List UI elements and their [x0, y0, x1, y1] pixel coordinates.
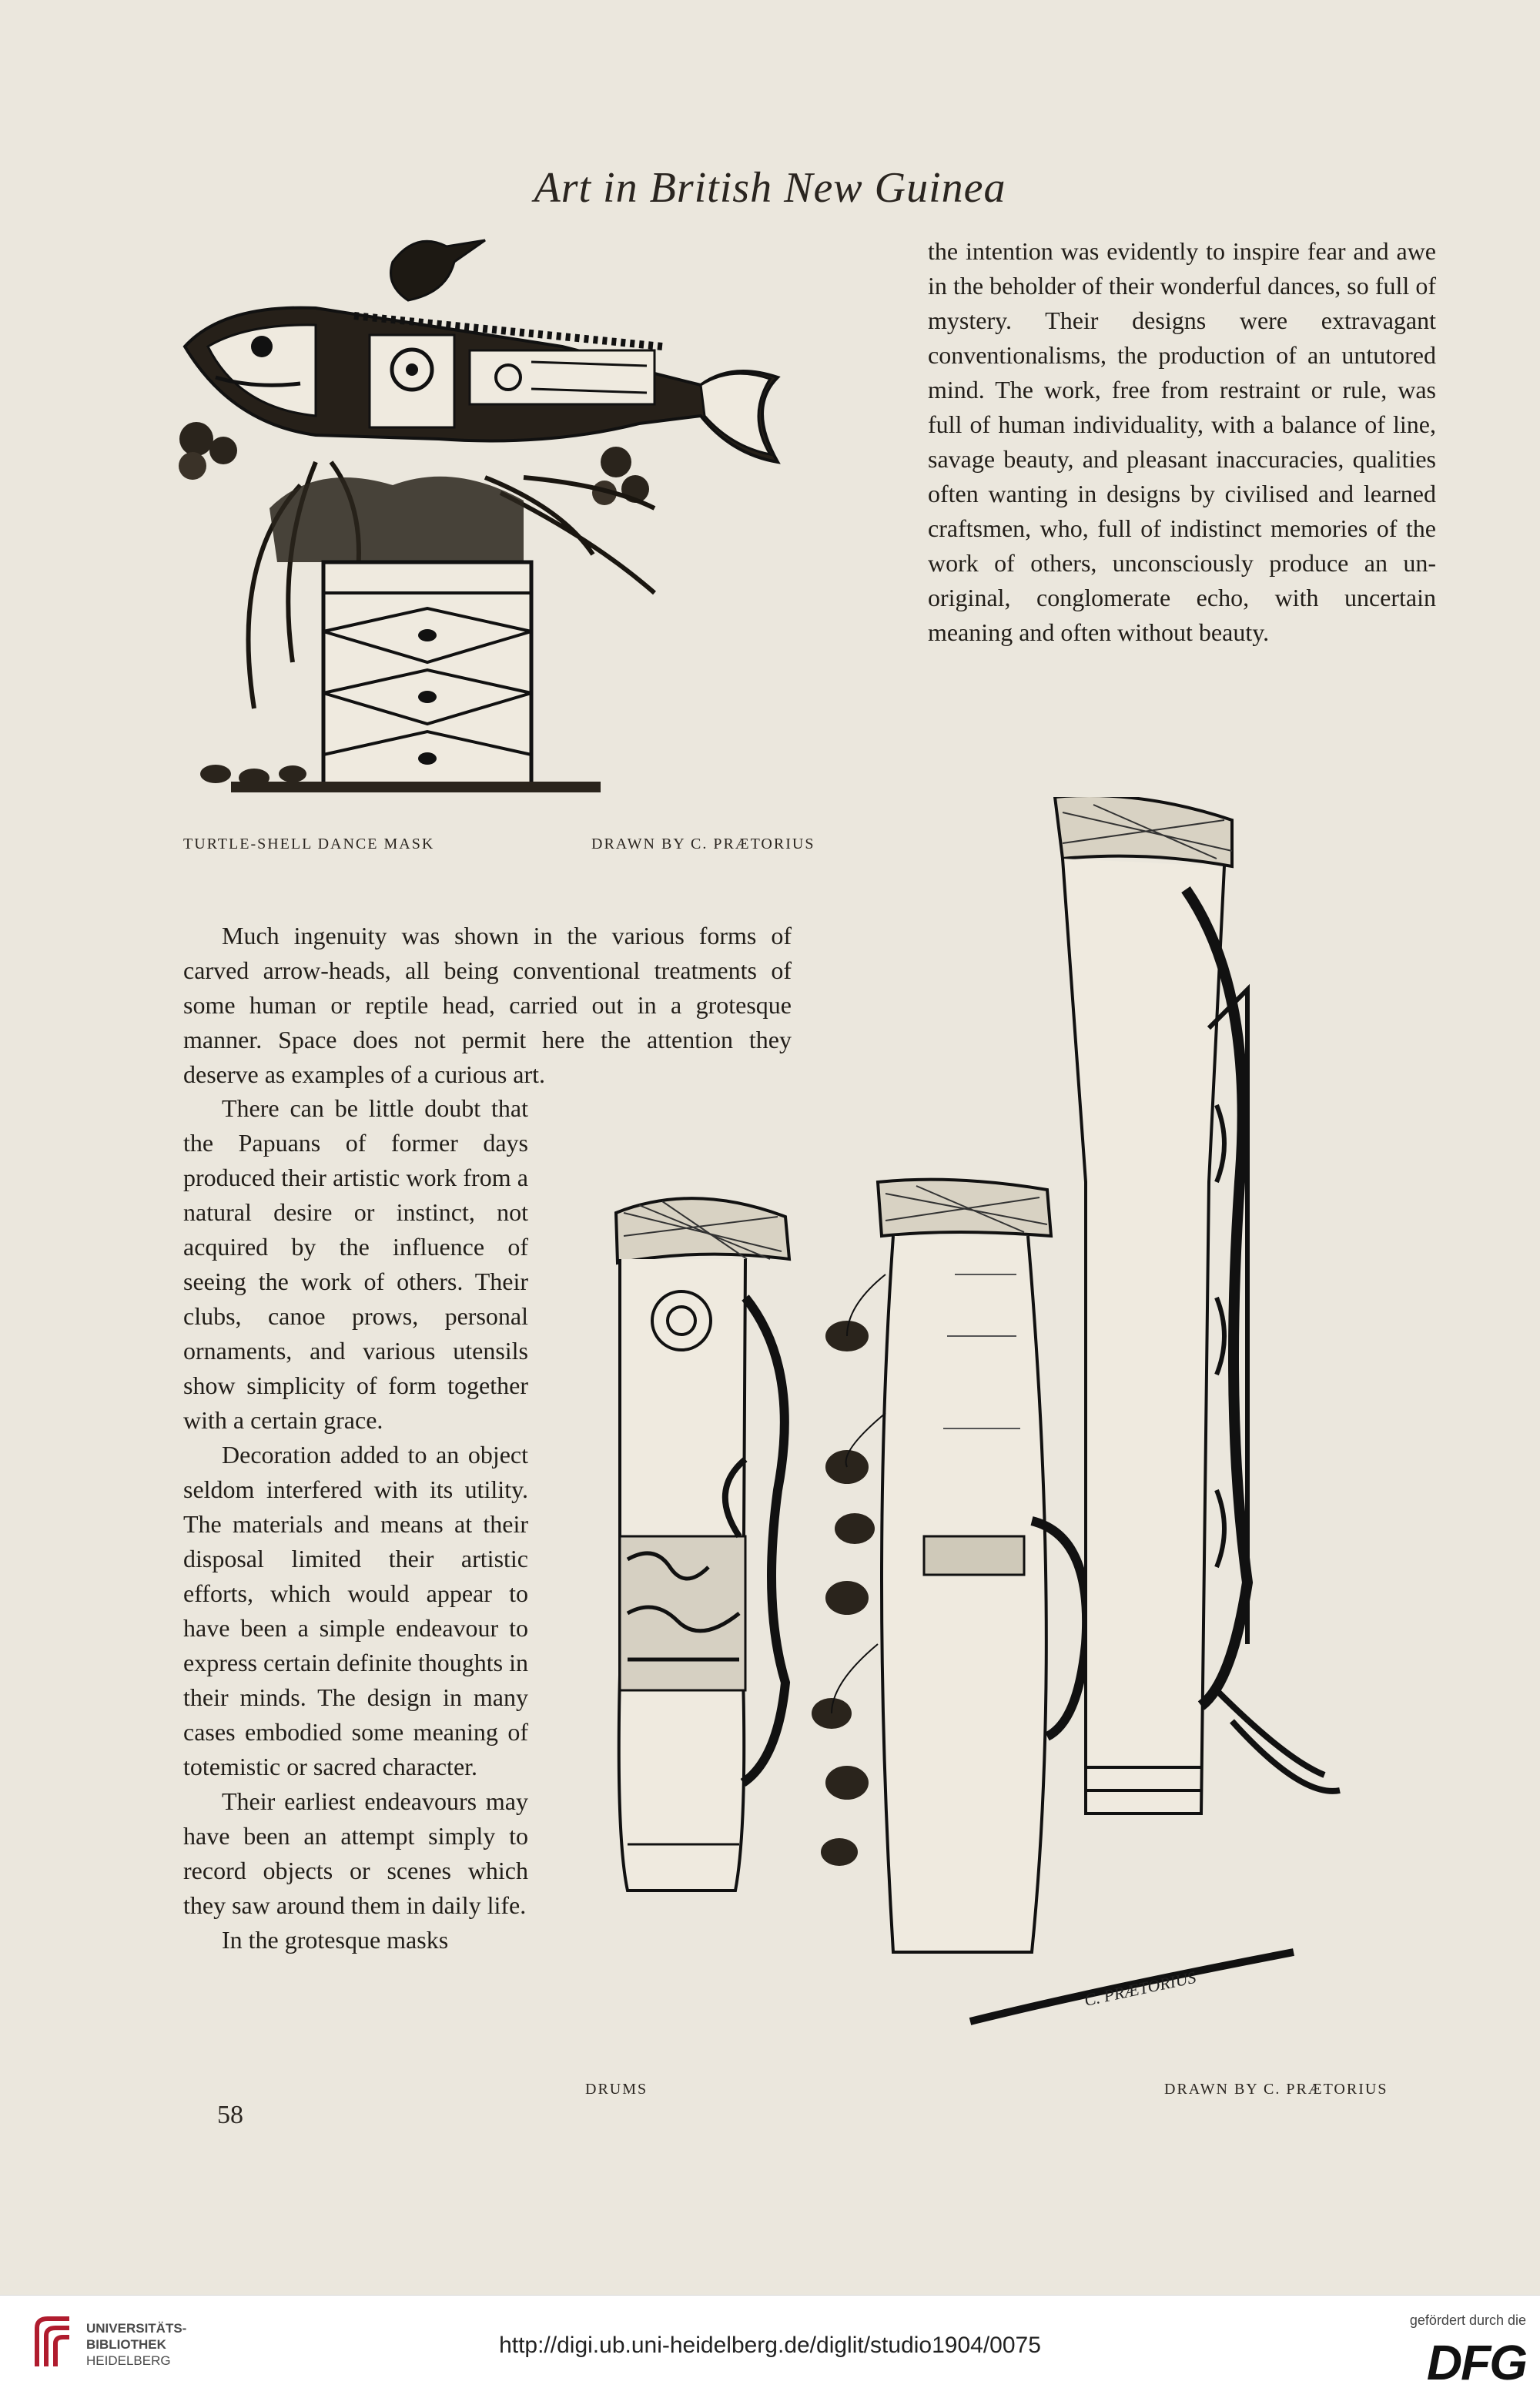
drums-illustration	[554, 797, 1455, 2060]
earliest-paragraph: Their earliest endeavours may have been an attempt simply to record objects or scenes which they saw around them in daily life.	[183, 1787, 528, 1919]
papuans-paragraph: There can be little doubt that the Papuans of former days produced their artistic work from a natural desire or instinct, not acquired by the influence of seeing the work of others. Their clubs, canoe prows, personal ornaments, and various utensils show simplicity of form together with a certain grace.	[183, 1094, 528, 1434]
masks-paragraph: In the grotesque masks	[222, 1926, 449, 1954]
decoration-paragraph: Decoration added to an object seldom interfered with its utility. The materials and means at their disposal limited their artistic efforts, which would appear to have been a simple endeavour to express certain definite thoughts in their minds. The design in many cases embodied some meaning of totemistic or sacred character.	[183, 1441, 528, 1780]
arrowheads-paragraph: Much ingenuity was shown in the various forms of carved arrow-heads, all being conventional treatments of some human or reptile head, carried out in a grotesque manner. Space does not permit here the attention they deserve as examples of a curious art.	[183, 922, 792, 1088]
page-number: 58	[217, 2101, 243, 2129]
turtle-shell-mask-illustration	[162, 231, 878, 816]
drums-signature: C. PRÆTORIUS	[1082, 1967, 1198, 2010]
drums-caption-credit: DRAWN BY C. PRÆTORIUS	[1164, 2081, 1388, 2098]
digitization-footer	[0, 2295, 1540, 2398]
mask-caption-credit: DRAWN BY C. PRÆTORIUS	[591, 836, 815, 852]
left-column-text	[183, 1091, 528, 1958]
funding-note: gefördert durch die	[1409, 2313, 1526, 2328]
running-head: Art in British New Guinea	[534, 164, 1006, 212]
mask-caption-title: TURTLE-SHELL DANCE MASK	[183, 836, 435, 852]
drums-caption-title: DRUMS	[585, 2081, 648, 2098]
digitization-url-link[interactable]: http://digi.ub.uni-heidelberg.de/diglit/studio1904/0075	[499, 2333, 1041, 2358]
dfg-logo: DFG	[1426, 2335, 1526, 2390]
library-name: UNIVERSITÄTS- BIBLIOTHEK HEIDELBERG	[86, 2321, 187, 2368]
intro-paragraph: the intention was evidently to inspire fear and awe in the beholder of their wonderful dances, so full of mystery. Their designs were extravagant conventionalisms, the production of an untutored mind. The work, free from restraint or rule, was full of human individuality, with a balance of line, savage beauty, and pleasant inaccuracies, qualities often wanting in designs by civilised and learned craftsmen, who, full of indistinct memories of the work of others, unconsciously produce an un-original, conglomerate echo, with uncertain meaning and often without beauty.	[928, 237, 1436, 646]
